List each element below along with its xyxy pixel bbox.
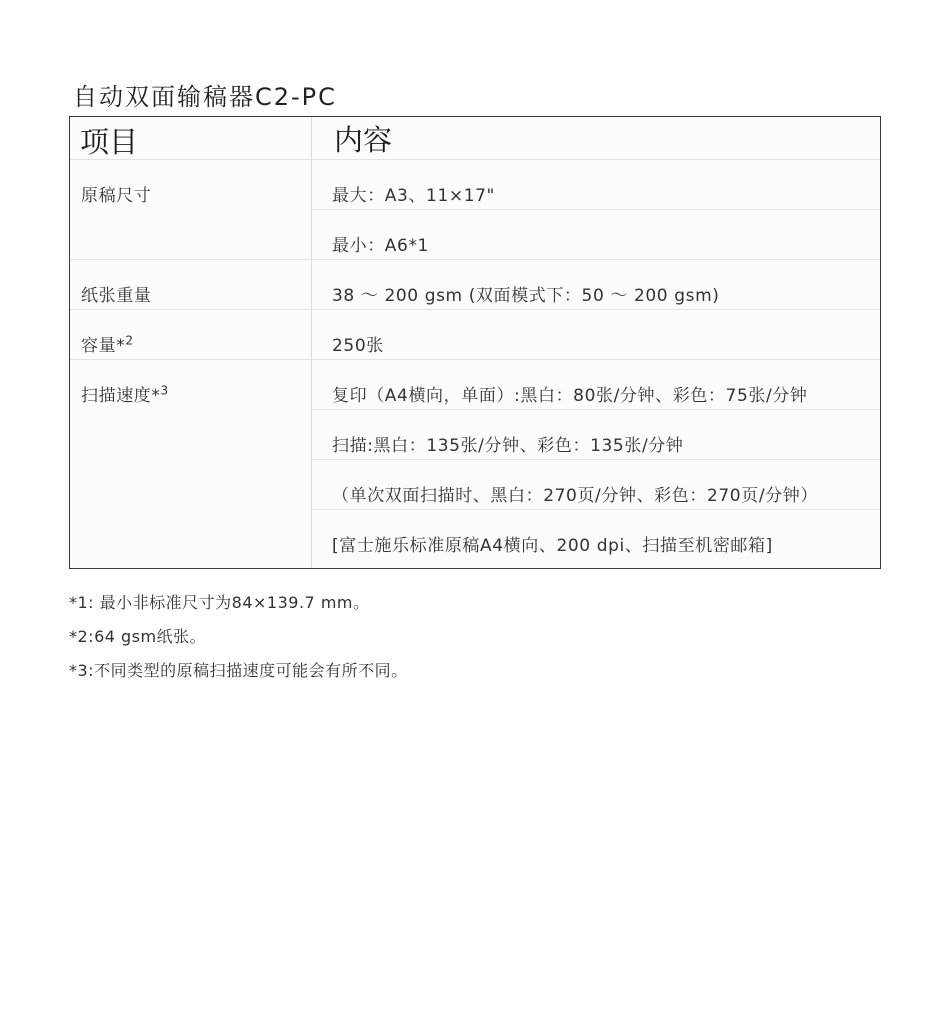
column-divider xyxy=(311,117,312,568)
scan-speed-label-text: 扫描速度* xyxy=(81,386,161,406)
row-label-paper-weight: 纸张重量 xyxy=(81,286,152,306)
row-label-scan-speed xyxy=(81,385,169,407)
row-label-original-size: 原稿尺寸 xyxy=(81,186,152,206)
row-divider xyxy=(312,409,880,410)
capacity-label-text: 容量* xyxy=(81,336,126,356)
page-title: 自动双面输稿器C2-PC xyxy=(73,83,337,111)
value-scan-speed: 扫描:黑白：135张/分钟、彩色：135张/分钟 xyxy=(332,436,684,456)
row-divider xyxy=(312,209,880,210)
footnote-2: *2:64 gsm纸张。 xyxy=(69,627,207,646)
value-paper-weight: 38 ～ 200 gsm (双面模式下：50 ～ 200 gsm) xyxy=(332,286,720,306)
value-capacity: 250张 xyxy=(332,336,384,356)
row-divider xyxy=(312,459,880,460)
row-divider xyxy=(70,359,880,360)
spec-table xyxy=(69,116,881,569)
row-divider xyxy=(312,509,880,510)
value-original-size-min: 最小：A6*1 xyxy=(332,236,429,256)
scan-speed-footnote-mark: 3 xyxy=(160,383,169,398)
value-copy-speed: 复印（A4横向，单面）:黑白：80张/分钟、彩色：75张/分钟 xyxy=(332,386,808,406)
row-divider xyxy=(70,259,880,260)
row-divider xyxy=(70,309,880,310)
capacity-footnote-mark: 2 xyxy=(125,333,134,348)
value-scan-condition: [富士施乐标准原稿A4横向、200 dpi、扫描至机密邮箱] xyxy=(332,536,773,556)
row-label-capacity xyxy=(81,335,134,357)
footnote-3: *3:不同类型的原稿扫描速度可能会有所不同。 xyxy=(69,661,408,680)
row-divider xyxy=(70,159,880,160)
header-content-label: 内容 xyxy=(334,123,393,157)
header-item-label: 项目 xyxy=(80,125,139,159)
value-duplex-scan-speed: （单次双面扫描时、黑白：270页/分钟、彩色：270页/分钟） xyxy=(332,486,818,506)
footnote-1: *1: 最小非标准尺寸为84×139.7 mm。 xyxy=(69,593,370,612)
value-original-size-max: 最大：A3、11×17" xyxy=(332,186,495,206)
